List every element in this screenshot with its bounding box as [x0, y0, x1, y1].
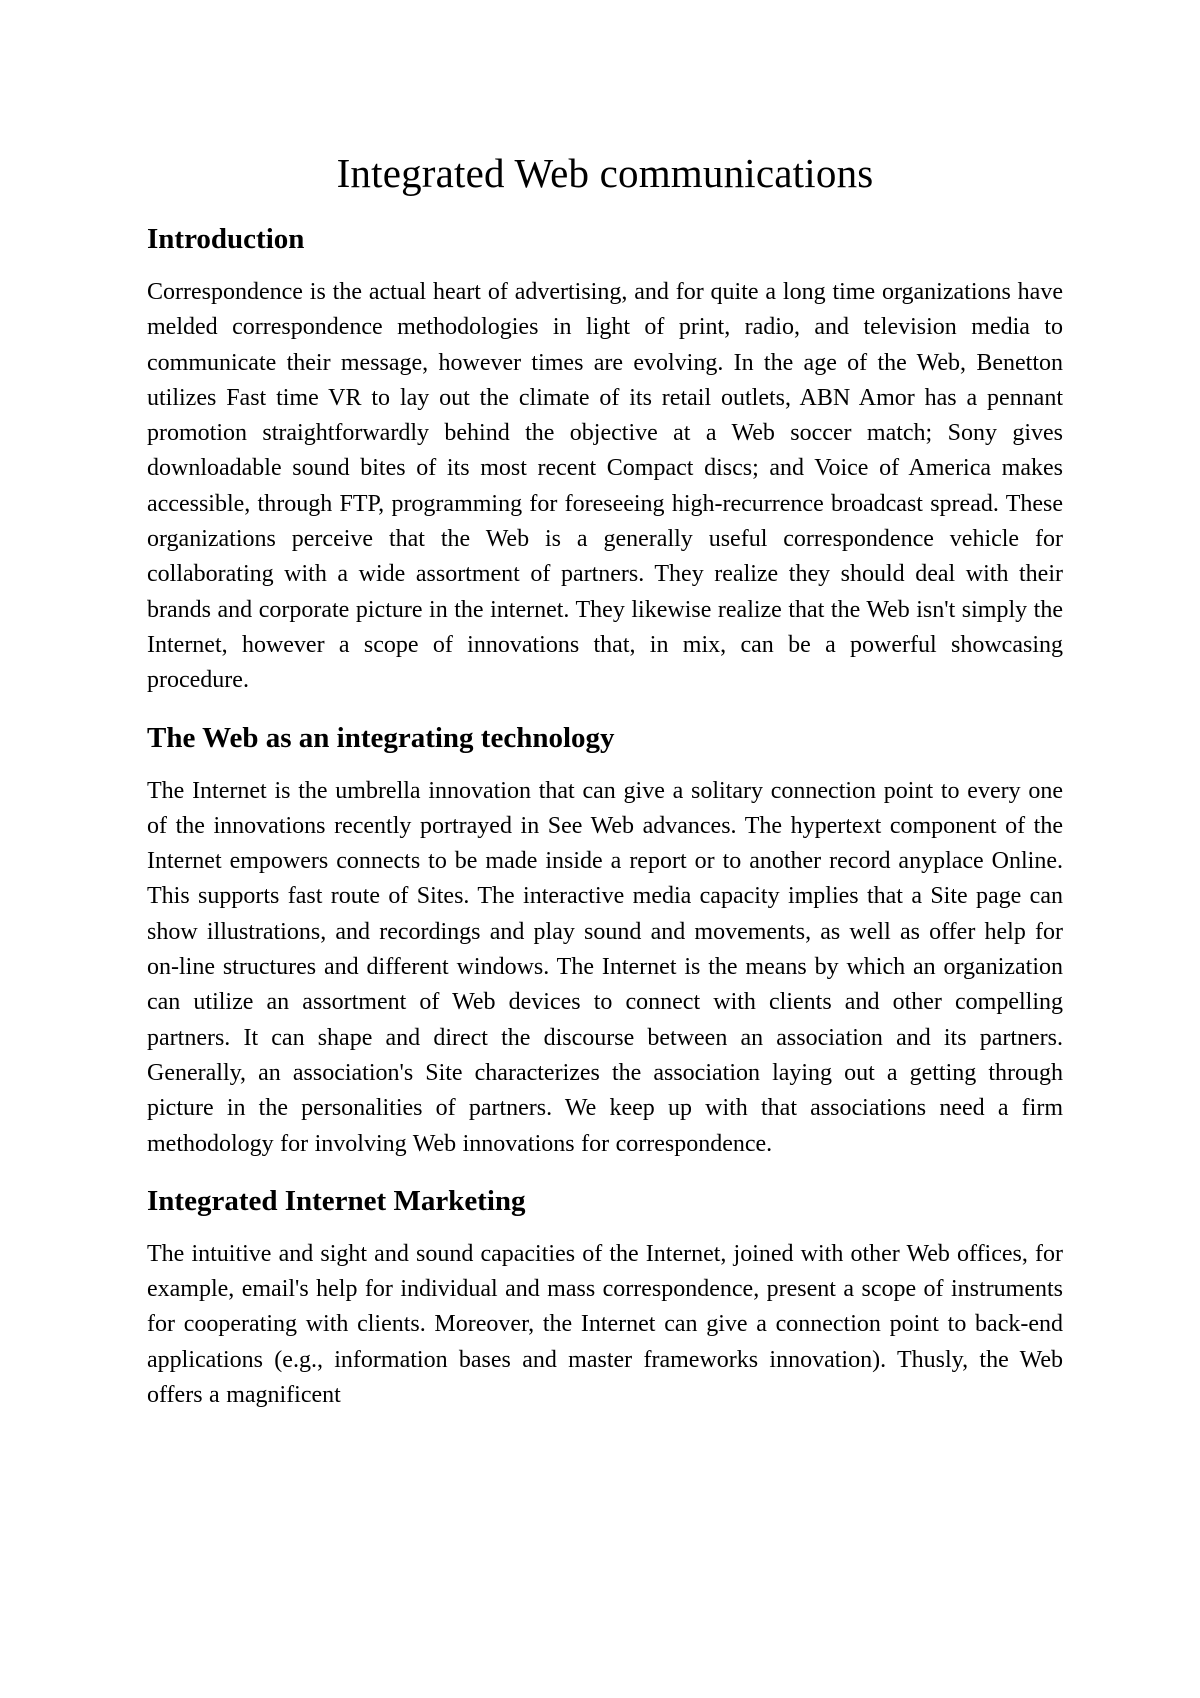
document-body: [147, 148, 1063, 1413]
section-heading-introduction: Introduction: [147, 223, 305, 255]
document-title: Integrated Web communications: [336, 150, 874, 196]
section-heading-internet-marketing: Integrated Internet Marketing: [147, 1184, 526, 1217]
section-paragraph-integrating-technology: The Internet is the umbrella innovation that can give a solitary connection point to every one of the innovations recently portrayed in See Web advances. The hypertext component of the Internet empowers connects to be made inside a report or to another record anyplace Online. This supports fast route of Sites. The interactive media capacity implies that a Site page can show illustrations, and recordings and play sound and movements, as well as offer help for on-line structures and different windows. The Internet is the means by which an organization can utilize an assortment of Web devices to connect with clients and other compelling partners. It can shape and direct the discourse between an association and its partners. Generally, an association's Site characterizes the association laying out a getting through picture in the personalities of partners. We keep up with that associations need a firm methodology for involving Web innovations for correspondence.: [147, 777, 1063, 1157]
section-heading-integrating-technology: The Web as an integrating technology: [147, 721, 615, 754]
section-paragraph-internet-marketing: The intuitive and sight and sound capacities of the Internet, joined with other Web offices, for example, email's help for individual and mass correspondence, present a scope of instruments for cooperating with clients. Moreover, the Internet can give a connection point to back-end applications (e.g., information bases and master frameworks innovation). Thusly, the Web offers a magnificent: [147, 1240, 1063, 1409]
section-paragraph-introduction: Correspondence is the actual heart of advertising, and for quite a long time organizations have melded correspondence methodologies in light of print, radio, and television media to communicate their message, however times are evolving. In the age of the Web, Benetton utilizes Fast time VR to lay out the climate of its retail outlets, ABN Amor has a pennant promotion straightforwardly behind the objective at a Web soccer match; Sony gives downloadable sound bites of its most recent Compact discs; and Voice of America makes accessible, through FTP, programming for foreseeing high-recurrence broadcast spread. These organizations perceive that the Web is a generally useful correspondence vehicle for collaborating with a wide assortment of partners. They realize they should deal with their brands and corporate picture in the internet. They likewise realize that the Web isn't simply the Internet, however a scope of innovations that, in mix, can be a powerful showcasing procedure.: [147, 279, 1063, 694]
